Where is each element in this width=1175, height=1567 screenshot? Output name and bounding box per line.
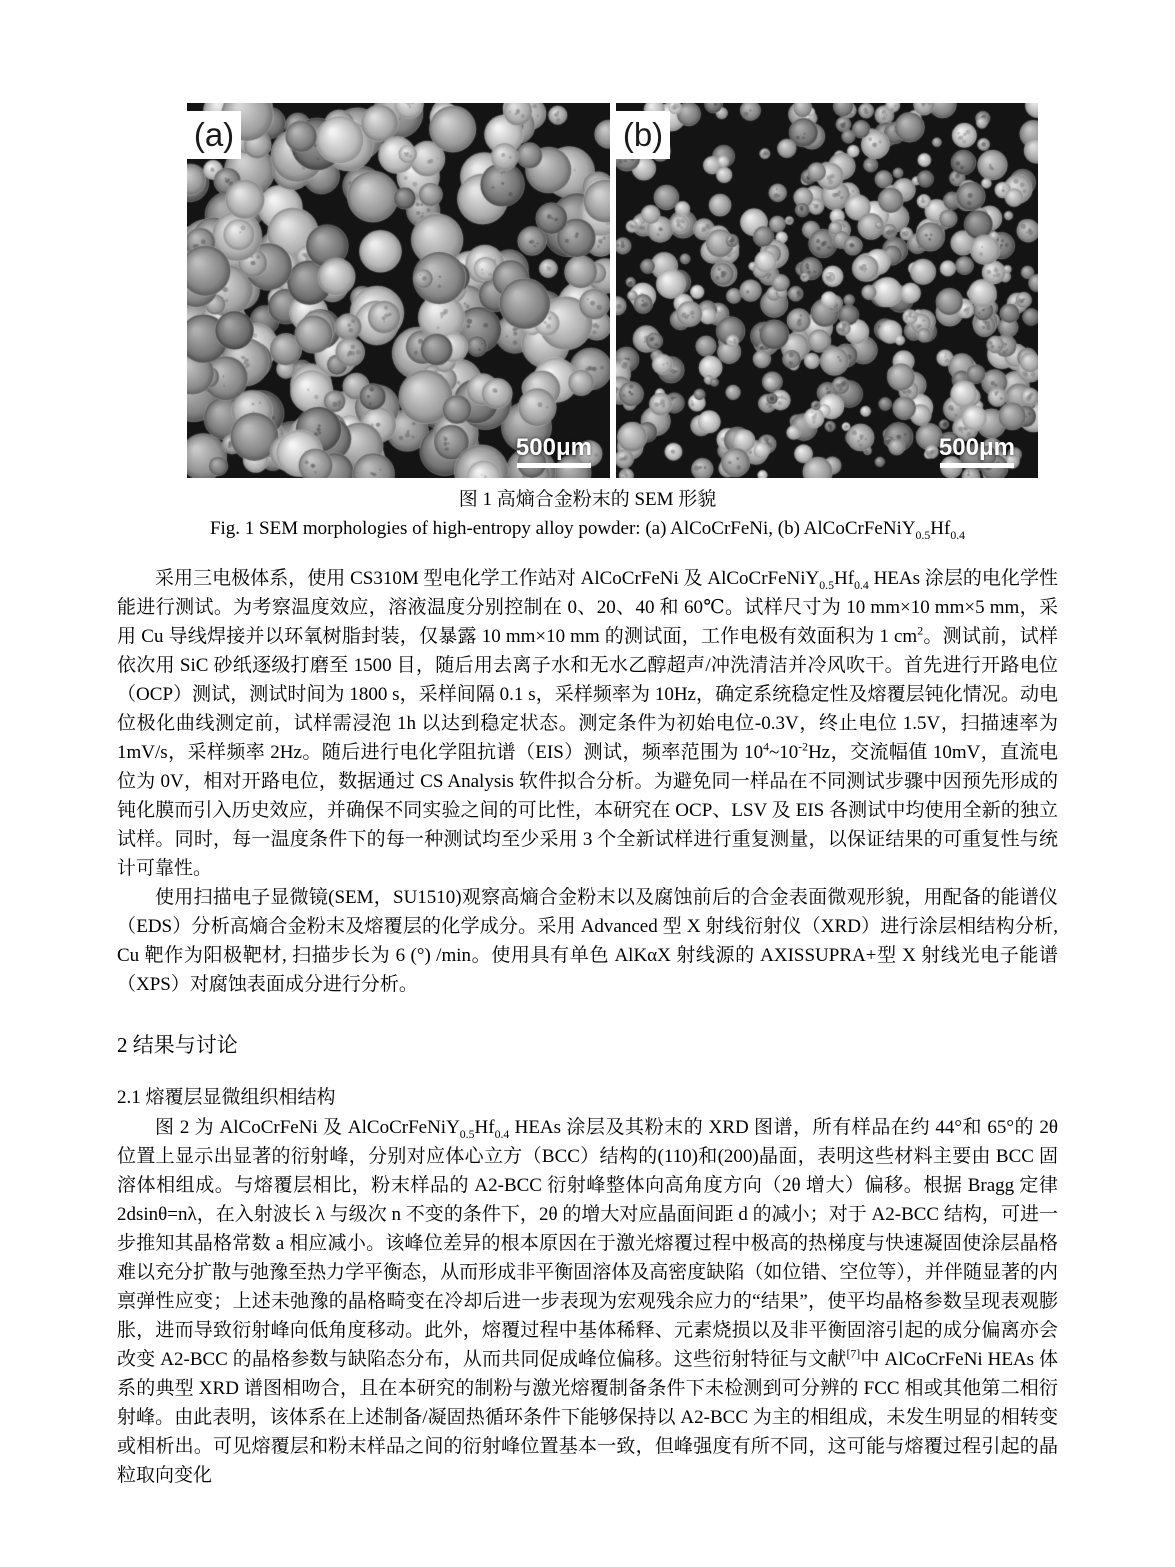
figure-1 bbox=[187, 103, 1038, 478]
scale-bar-a-line bbox=[517, 463, 591, 468]
sem-image-a bbox=[187, 103, 610, 478]
figure-caption-zh: 图 1 高熵合金粉末的 SEM 形貌 bbox=[458, 489, 717, 510]
sem-panel-b bbox=[616, 103, 1038, 478]
scale-bar-b-line bbox=[940, 463, 1014, 468]
scale-bar-a-label: 500μm bbox=[515, 434, 592, 461]
scale-bar-b-label: 500μm bbox=[938, 434, 1015, 461]
section-heading-results: 2 结果与讨论 bbox=[117, 1033, 238, 1057]
scale-bar-b bbox=[939, 435, 1015, 468]
paragraph-xrd-discussion: 图 2 为 AlCoCrFeNi 及 $AlCoCrFeNiY_{0.5}Hf_{0.4}$ HEAs 涂层及其粉末的 XRD 图谱，所有样品在约 44°和 65°的 2θ 位置上显示出显著的衍射峰，分别对应体心立方（BCC）结构的(110)和(200)晶面，表明这些材料主要由 BCC 固溶体相组成。与熔覆层相比，粉末样品的 A2-BCC 衍射峰整体向高角度方向（2θ 增大）偏移。根据 Bragg 定律 2dsinθ=nλ，在入射波长 λ 与级次 n 不变的条件下，2θ 的增大对应晶面间距 d 的减小；对于 A2-BCC 结构，可进一步推知其晶格常数 a 相应减小。该峰位差异的根本原因在于激光熔覆过程中极高的热梯度与快速凝固使涂层晶格难以充分扩散与弛豫至热力学平衡态，从而形成非平衡固溶体及高密度缺陷（如位错、空位等），并伴随显著的内禀弹性应变；上述未弛豫的晶格畸变在冷却后进一步表现为宏观残余应力的“结果”，使平均晶格参数呈现表观膨胀，进而导致衍射峰向低角度移动。此外，熔覆过程中基体稀释、元素烧损以及非平衡固溶引起的成分偏离亦会改变 A2-BCC 的晶格参数与缺陷态分布，从而共同促成峰位偏移。这些衍射特征与文献[7]中 AlCoCrFeNi HEAs 体系的典型 XRD 谱图相吻合，且在本研究的制粉与激光熔覆制备条件下未检测到可分辨的 FCC 相或其他第二相衍射峰。由此表明，该体系在上述制备/凝固热循环条件下能够保持以 A2-BCC 为主的相组成，未发生明显的相转变或相析出。可见熔覆层和粉末样品之间的衍射峰位置基本一致，但峰强度有所不同，这可能与熔覆过程引起的晶粒取向变化 bbox=[117, 1117, 1058, 1486]
sem-image-b bbox=[616, 103, 1038, 478]
panel-a-label: (a) bbox=[187, 111, 241, 159]
paragraph-characterization-methods: 使用扫描电子显微镜(SEM，SU1510)观察高熵合金粉末以及腐蚀前后的合金表面微观形貌，用配备的能谱仪（EDS）分析高熵合金粉末及熔覆层的化学成分。采用 Advanced 型 X 射线衍射仪（XRD）进行涂层相结构分析, Cu 靶作为阳极靶材, 扫描步长为 6 (°) /min。使用具有单色 AlKαX 射线源的 AXISSUPRA+型 X 射线光电子能谱（XPS）对腐蚀表面成分进行分析。 bbox=[117, 887, 1058, 995]
panel-b-label: (b) bbox=[616, 111, 670, 159]
figure-caption-en: Fig. 1 SEM morphologies of high-entropy alloy powder: (a) AlCoCrFeNi, (b) $AlCoCrFeNiY_{0.5}Hf_{0.4}$ bbox=[209, 518, 966, 542]
scale-bar-a bbox=[516, 435, 592, 468]
subsection-heading-microstructure: 2.1 熔覆层显微组织相结构 bbox=[117, 1087, 336, 1108]
sem-panel-a bbox=[187, 103, 610, 478]
paragraph-electrochemical-methods: 采用三电极体系，使用 CS310M 型电化学工作站对 AlCoCrFeNi 及 $AlCoCrFeNiY_{0.5}Hf_{0.4}$ HEAs 涂层的电化学性能进行测试。为考察温度效应，溶液温度分别控制在 0、20、40 和 60℃。试样尺寸为 10 mm×10 mm×5 mm，采用 Cu 导线焊接并以环氧树脂封装，仅暴露 10 mm×10 mm 的测试面，工作电极有效面积为 1 $cm^2$。测试前，试样依次用 SiC 砂纸逐级打磨至 1500 目，随后用去离子水和无水乙醇超声/冲洗清洁并冷风吹干。首先进行开路电位（OCP）测试，测试时间为 1800 s，采样间隔 0.1 s，采样频率为 10Hz，确定系统稳定性及熔覆层钝化情况。动电位极化曲线测定前，试样需浸泡 1h 以达到稳定状态。测定条件为初始电位-0.3V，终止电位 1.5V，扫描速率为 1mV/s，采样频率 2Hz。随后进行电化学阻抗谱（EIS）测试，频率范围为 $10^4\sim 10^{-2}Hz$，交流幅值 10mV，直流电位为 0V，相对开路电位，数据通过 CS Analysis 软件拟合分析。为避免同一样品在不同测试步骤中因预先形成的钝化膜而引入历史效应，并确保不同实验之间的可比性，本研究在 OCP、LSV 及 EIS 各测试中均使用全新的独立试样。同时，每一温度条件下的每一种测试均至少采用 3 个全新试样进行重复测量，以保证结果的可重复性与统计可靠性。 bbox=[117, 568, 1058, 879]
